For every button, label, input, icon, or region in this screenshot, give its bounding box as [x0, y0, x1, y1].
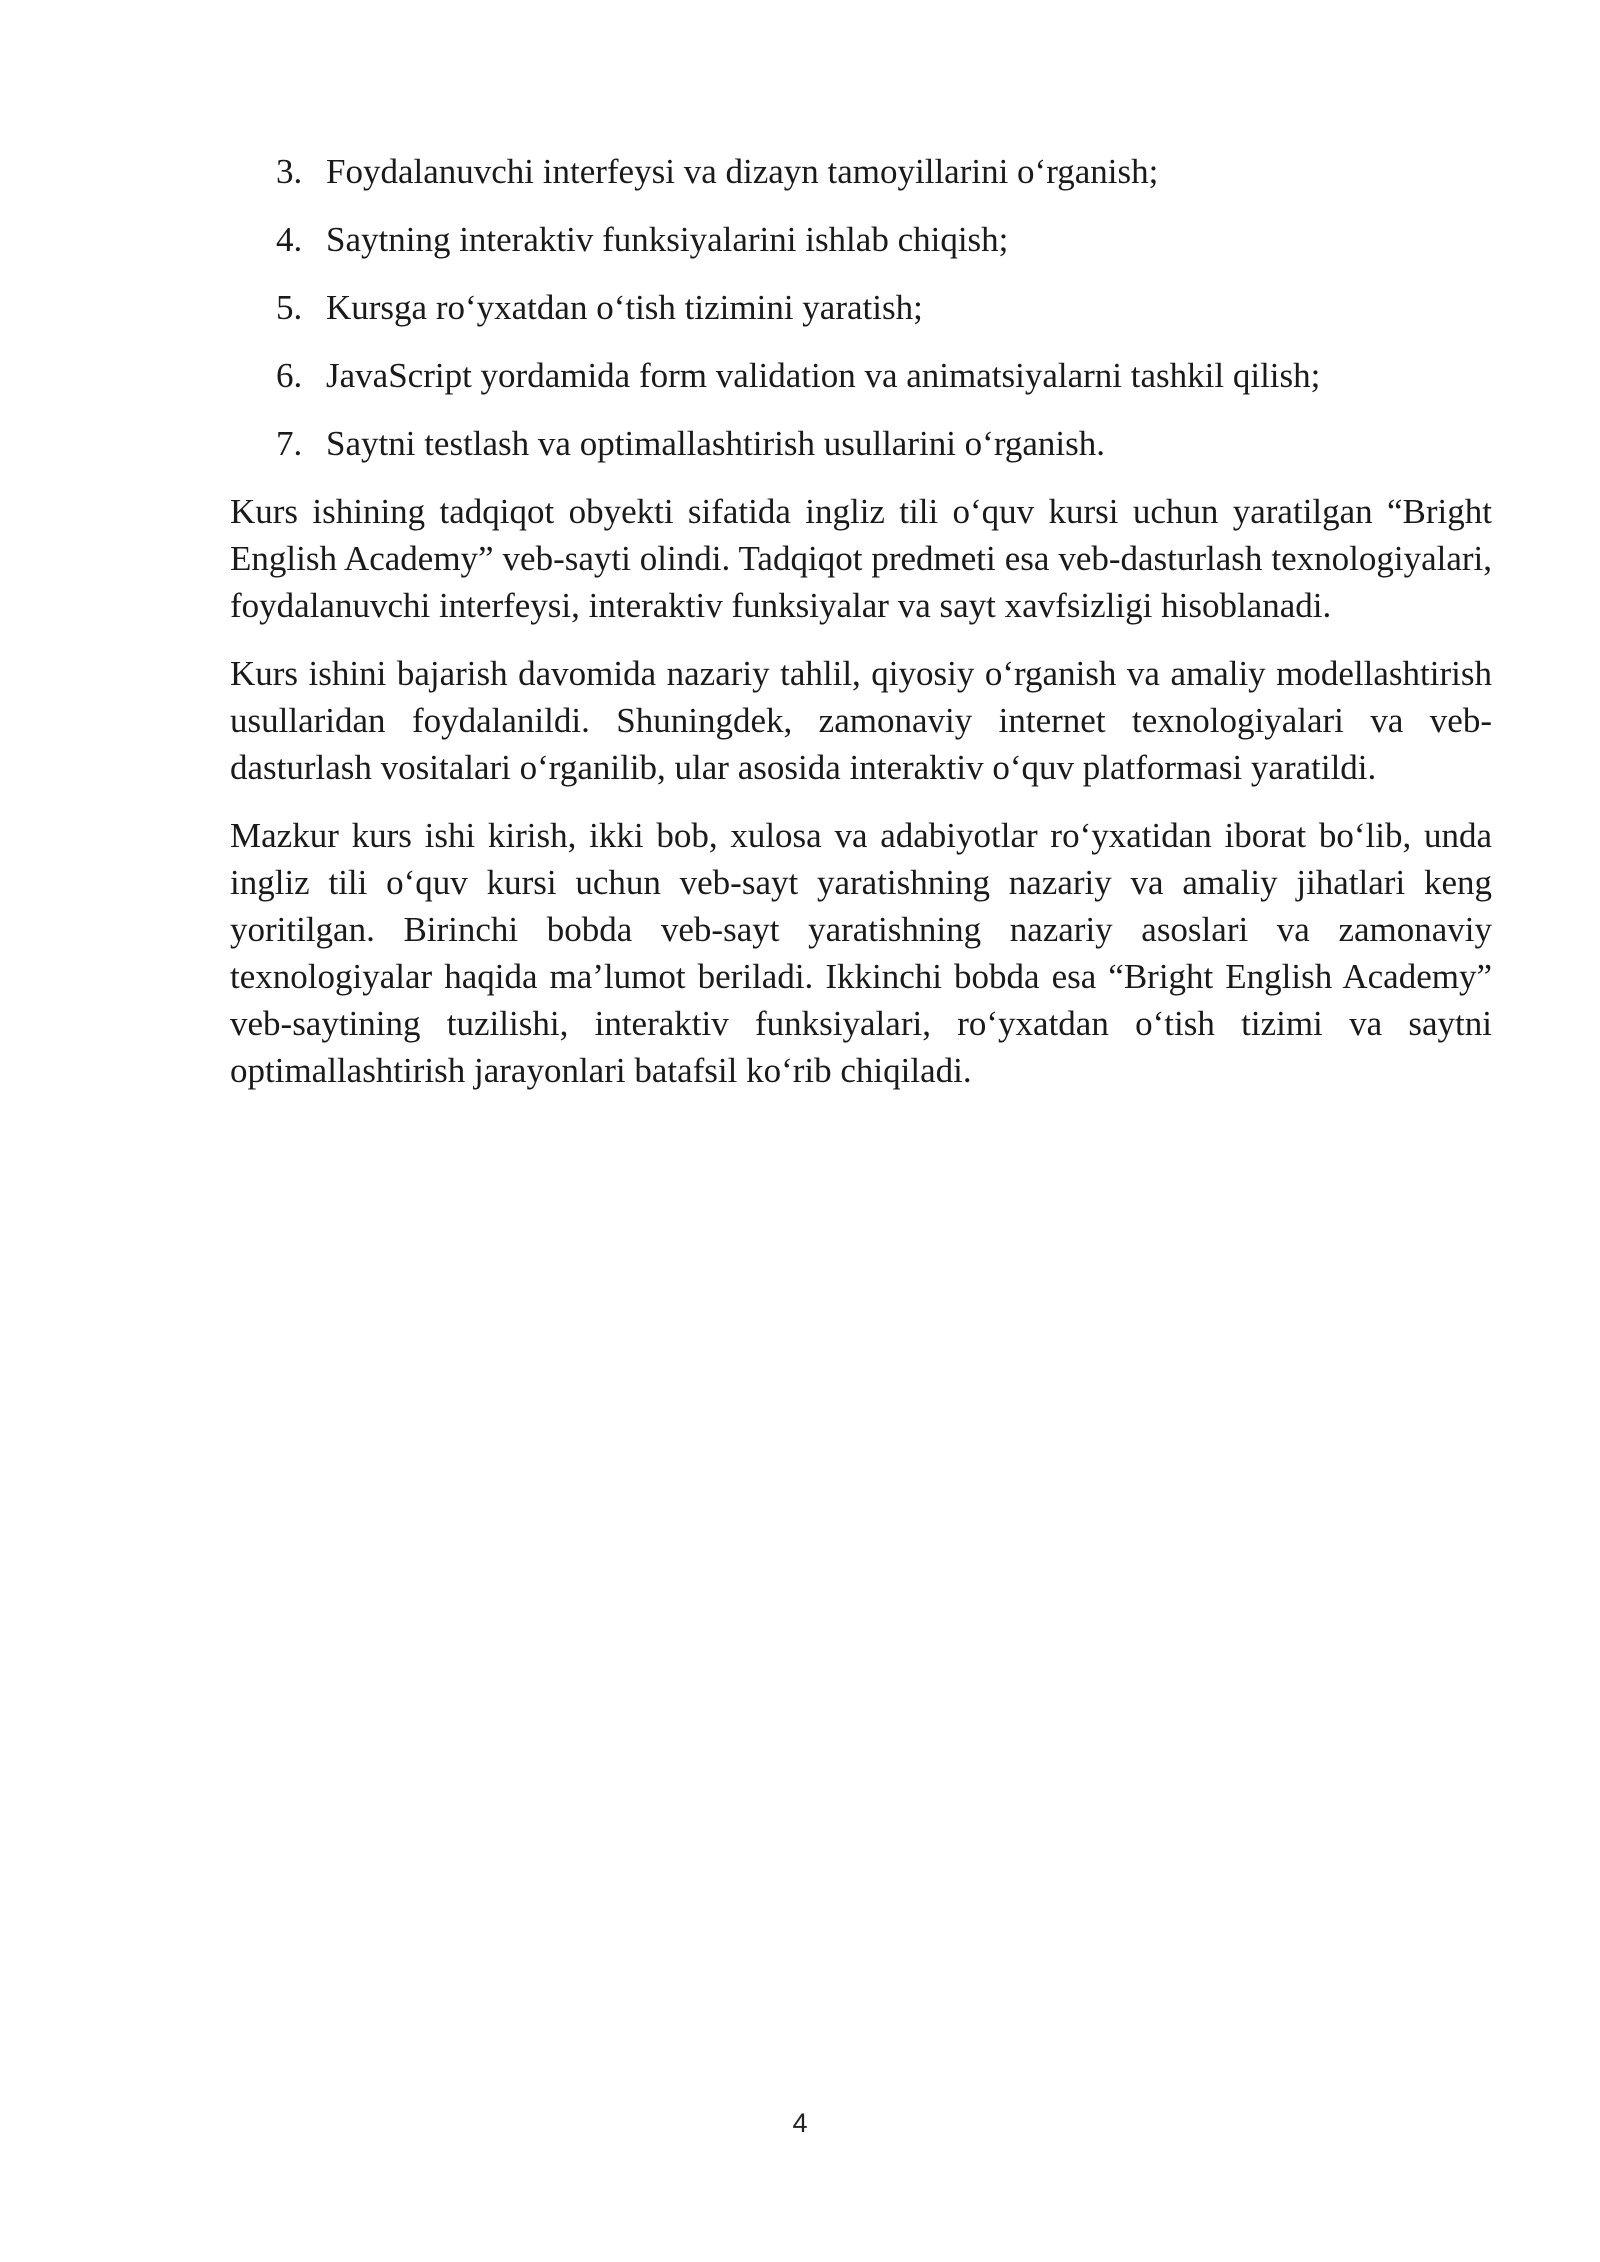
list-item-text: JavaScript yordamida form validation va animatsiyalarni tashkil qilish; — [326, 356, 1321, 395]
list-item-number: 7. — [276, 424, 303, 463]
list-item-number: 4. — [276, 220, 303, 259]
list-item-text: Saytni testlash va optimallashtirish usullarini o‘rganish. — [326, 424, 1105, 463]
list-item — [230, 284, 1492, 331]
numbered-task-list — [230, 148, 1492, 467]
list-item-number-wrap — [230, 284, 326, 331]
list-item-number: 3. — [276, 152, 303, 191]
list-item-number-wrap — [230, 148, 326, 195]
list-item-number-wrap — [230, 352, 326, 399]
list-item — [230, 148, 1492, 195]
page-number: 4 — [792, 2108, 808, 2138]
paragraph-structure: Mazkur kurs ishi kirish, ikki bob, xulosa va adabiyotlar ro‘yxatidan iborat bo‘lib, unda ingliz tili o‘quv kursi uchun veb-sayt yaratishning nazariy va amaliy jihatlari keng yoritilgan. Birinchi bobda veb-sayt yaratishning nazariy asoslari va zamonaviy texnologiyalar haqida ma’lumot beriladi. Ikkinchi bobda esa “Bright English Academy” veb-saytining tuzilishi, interaktiv funksiyalari, ro‘yxatdan o‘tish tizimi va saytni optimallashtirish jarayonlari batafsil ko‘rib chiqiladi. — [230, 816, 1492, 1090]
list-item-text: Foydalanuvchi interfeysi va dizayn tamoyillarini o‘rganish; — [326, 152, 1159, 191]
paragraph-research-object: Kurs ishining tadqiqot obyekti sifatida ingliz tili o‘quv kursi uchun yaratilgan “Bright English Academy” veb-sayti olindi. Tadqiqot predmeti esa veb-dasturlash texnologiyalari, foydalanuvchi interfeysi, interaktiv funksiyalar va sayt xavfsizligi hisoblanadi. — [230, 492, 1492, 625]
paragraph-methods: Kurs ishini bajarish davomida nazariy tahlil, qiyosiy o‘rganish va amaliy modellashtirish usullaridan foydalanildi. Shuningdek, zamonaviy internet texnologiyalari va veb-dasturlash vositalari o‘rganilib, ular asosida interaktiv o‘quv platformasi yaratildi. — [230, 654, 1492, 787]
page-content — [230, 148, 1492, 1115]
list-item-number-wrap — [230, 420, 326, 467]
list-item-number: 5. — [276, 288, 303, 327]
list-item — [230, 352, 1492, 399]
list-item-number-wrap — [230, 216, 326, 263]
list-item-text: Kursga ro‘yxatdan o‘tish tizimini yaratish; — [326, 288, 923, 327]
list-item-number: 6. — [276, 356, 303, 395]
list-item-text: Saytning interaktiv funksiyalarini ishlab chiqish; — [326, 220, 1009, 259]
list-item — [230, 216, 1492, 263]
list-item — [230, 420, 1492, 467]
